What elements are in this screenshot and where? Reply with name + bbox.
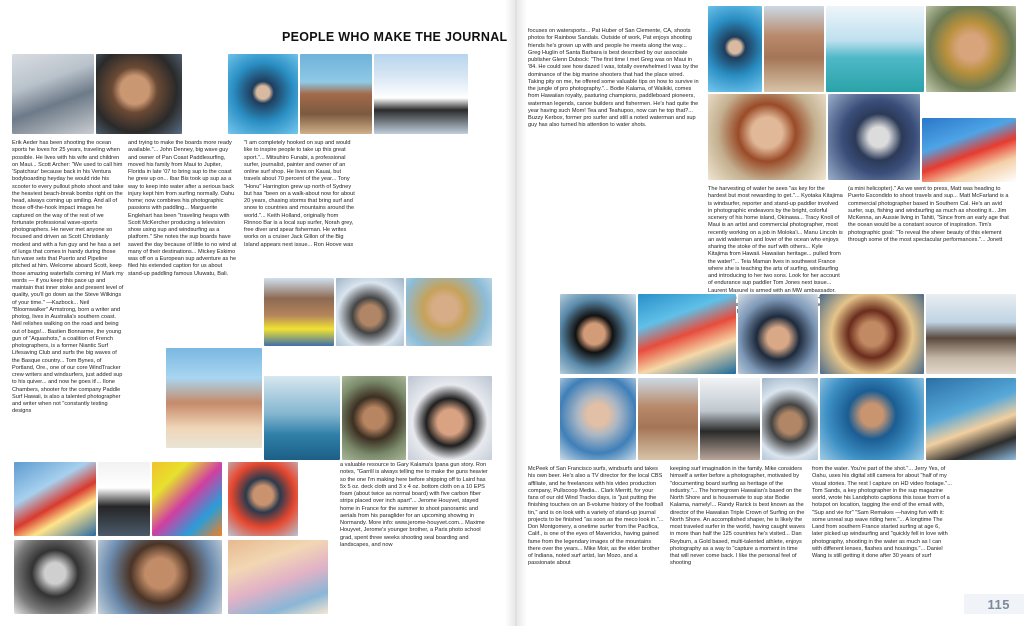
page-number: 115 bbox=[987, 597, 1010, 612]
photo-contributor-beach bbox=[300, 54, 372, 134]
photo-contributor-white-hat bbox=[762, 378, 818, 460]
photo-contributor-boards bbox=[152, 462, 222, 536]
photo-contributor-camera bbox=[828, 94, 920, 180]
text-column-c: McPeek of San Francisco surfs, windsurfs and takes his own beer. He's also a TV director for the local CBS affiliate, and he freelances with his video production company, Pullscoop Media... Clark Merritt, for your fans of our old Wind Tracks days, is "just putting the finishing touches on an 8-volume history of the football tin," and is on look with a variety of stand-up journal projects to be finished "as soon as the meco look in."... Don Montgomery, a onetime surfer from the Pacifica, Calif., is one of the eyes of Mavericks, having gained fame from the legendary images of the mountains there over the years... Mike Moir, as the elder brother of Indiana, noted surf artist, Ian Mozo, and a passionate about bbox=[528, 466, 664, 567]
photo-contributor-hat bbox=[336, 278, 404, 346]
text-column-intro: focuses on watersports... Pat Huber of San Clemente, CA, shoots photos for Rainbow Sandals. Outside of work, Pat enjoys shooting friends he's grown up with and people he meets along the way... Greg Huglin of Santa Barbara is best described by our associate publisher Glenn Dubock: "The first time I met Greg was on Maui in '84. He could see how dazed I was, totally overwhelmed I was by the dominance of the big marine shooters that had the place wired. Taking pity on me, he offered some valuable tips on how to survive in the jungle of pro photography."... Bodie Kalama, of Waikiki, comes from Hawaiian royalty, pasturing champions, paddleboard pioneers, waterman legends, canoe builders and fishermen. He's had quite the year having such Mom! Tea and Teahupoo, now can he top that?... Buzzy Kerbox, former pro surfer and still a noted waterman and sup guy has also turned his attention to water shots. bbox=[528, 28, 699, 129]
photo-contributor-kite bbox=[922, 118, 1016, 182]
text-column-2: and trying to make the boards more ready available."... John Denney, big wave guy and owner of Pan Coast Paddlesurfing, moved his family from Maui to Jupiter, Florida in late '07 to bring sup to the coast he grew up on... Ibar Bis took up sup as a way to keep into water after a serious back injury kept him from surfing normally. Oahu home; now combines his photographic passions with paddling... Marguerite Englehart has been "traveling heaps with Scott McKercher producing a television show using sup and windsurfing as a platform." She notes the sup boards have saved the day because of little to no wind at many of their destinations... Mickey Eskimo was off on a European sup adventure as he filed his extended caption for us about stand-up paddling famous Uluwatu, Bali. bbox=[128, 140, 237, 277]
photo-contributor-cap-tee bbox=[764, 6, 824, 92]
photo-contributor-long-hair bbox=[926, 6, 1016, 92]
photo-contributor-goggles bbox=[408, 376, 492, 460]
photo-contributor-bw bbox=[14, 540, 96, 614]
photo-contributor-shoreline bbox=[926, 294, 1016, 374]
photo-contributor-fish bbox=[700, 378, 760, 460]
photo-contributor-stand-up-paddle bbox=[826, 6, 924, 92]
photo-contributor-paddler bbox=[264, 376, 340, 460]
photo-contributor-family bbox=[228, 540, 328, 614]
photo-contributor-beard bbox=[98, 540, 222, 614]
photo-contributor-bikini bbox=[166, 348, 262, 448]
photo-contributor-hawaiian-shirt bbox=[560, 378, 636, 460]
photo-contributor-jetski bbox=[98, 462, 150, 536]
text-column-1: Erik Aeder has been shooting the ocean sports he loves for 25 years, traveling when possible. He lives with his wife and children on Maui... Scott Archer: "We used to call him 'Spatchsur' because back in his Ventura bodyboarding heyday he would ride his scooter to every pullout photo shoot and take the heaviest beach-break bombs right on the head, always coming up smiling. And all of those off-the-hook impact images he captured on the way of the rest of we fortunate professional wave-sports photographers. He never met anyone so focused and driven as Scott Christianly modest and with a fun guy and he has a set of lungs that comes in handy during those fun wave sets that Puerto and Pipeline pitched at him. Welcome aboard Scott, keep those amazing waterfalls coming in! Mark my words — if you keep this pace up and maintain that inner stoke and present level of quality, you'll go down as the Steve Wilkings of your time." —Kazbock... Neil "Bloomwalker" Armstrong, born a writer and photog, lives in Australia's southern coast. Neil relishes walking on the road and being out of bags!... Bastien Bonnarme, the young gun of "Aquashots," a coalition of French photographers, is a former Niantic Surf Lifesaving Club and surfs the big waves of the Basque country... Tom Bynes, of Portland, Ore., one of our core WindTracker crew writers and windsurfers, just added sup to his quiver... and now he goes it!... Ilone Chambers, shooter for the company Paddle Surf Hawaii, is also a talented photographer and writer when not "constantly testing designs bbox=[12, 140, 124, 415]
photo-contributor-beanie bbox=[738, 294, 818, 374]
photo-contributor-dreads bbox=[342, 376, 406, 460]
page-gutter bbox=[505, 0, 527, 626]
photo-contributor-shirtless-surfer bbox=[708, 6, 762, 92]
photo-contributor-surfer bbox=[264, 278, 334, 346]
photo-contributor-office bbox=[12, 54, 94, 134]
page-heading: PEOPLE WHO MAKE THE JOURNAL bbox=[282, 30, 508, 44]
text-column-b: (a mini helicopter)." As we went to press, Matt was heading to Puerto Escondido to shoot travels and sup... Matt McFarland is a commercial photographer based in Southern Cal. He's an avid surfer, sup, fishing and windsurfing as much as shooting it... Jim McKenna, an Aussie living in Tahiti, "Since from an early age that the ocean would be a constant source of inspiration. Tim's photographic goal: "To reveal the sheer beauty of this element through some of the most spectacular performances."... Jonett bbox=[848, 186, 1009, 243]
photo-contributor-smiling bbox=[96, 54, 182, 134]
photo-contributor-blonde bbox=[406, 278, 492, 346]
photo-contributor-boat bbox=[374, 54, 468, 134]
photo-contributor-red-shirt bbox=[228, 462, 298, 536]
photo-contributor-windsurf bbox=[14, 462, 96, 536]
text-column-3: "I am completely hooked on sup and would like to inspire people to take up this great sport."... Mitsuhiro Funabi, a professional surfer, journalist, painter and owner of an online surf shop. He lives on Kauai, but travels about 70 percent of the year... Tony "Honu" Harrington grew up north of Sydney but has "been on a walk-about now for about 20 years, chasing storms that bring surf and snow to countries and mountains around the world."... Keith Holland, originally from Rinnoo Bar is a local sup surfer, Norah grey, free diver and spear fisherman. He writes works on a cruiser Jack Gillon of the Big Island appears next issue... Ron Hoove was bbox=[244, 140, 355, 248]
text-column-d: keeping surf imagination in the family. Mike considers himself a writer before a photographer, motivated by "documenting board surfing as heritage of the industry."... The homegrown Hawaiian's based on the North Shore and is housemate to sup star Bodie Kalama, namely!... Randy Rarick is best known as the director of the Hawaiian Triple Crown of Surfing on the North Shore. An accomplished shaper, he is likely the most traveled surfer in the world, having caught waves in more than half the 125 countries he's visited... Dan Reyburn, a Gold based, multi-talented athlete, enjoys photography as a way to "capture a moment in time that will never come back. I like the personal feel of shooting bbox=[670, 466, 805, 567]
photo-contributor-surf-wave bbox=[638, 294, 736, 374]
photo-contributor-red-hair bbox=[708, 94, 826, 180]
photo-contributor-diver bbox=[926, 378, 1016, 460]
photo-contributor-pirate-hat bbox=[820, 294, 924, 374]
photo-contributor-shirtless bbox=[638, 378, 698, 460]
photo-contributor-sunglasses bbox=[560, 294, 636, 374]
photo-contributor-scuba bbox=[228, 54, 298, 134]
photo-contributor-in-water bbox=[820, 378, 924, 460]
text-column-4: a valuable resource to Gary Kalama's Ipana gun story. Ron notes, "Garrill is always telling me to make the guns heavier so the one I'm making here before shipping off to Laird has 5x 5 oz. deck cloth and 3 x 4 oz. bottom cloth on a 10 EPS foam (about twice as normal board) with five carbon fiber strips placed over inch apart"... Jerome Houyvet, stayed home in France for the summer to shoot panoramic and aerials from his paraglider for an upcoming showing in Normandy. More info: www.jerome-houyvet.com... Maxime Houyvet, Jerome's younger brother, a Paris photo school grad, spent three weeks shooting seal boarding and landscapes, and now bbox=[340, 462, 488, 548]
text-column-a: The harvesting of water he sees "as key for the hardest but most rewarding to get."... Kyotaka Kitajima is windsurfer, reporter and stand-up paddler involved in photographic endeavors by the bright, colorful scenery of his home island, Okinawa... Tracy Knoll of Maui is an artist and commercial photographer, most recently working on a job in Moloka'i... Manu Lincoln is an avid waterman and lover of the ocean who enjoys sharing the stoke of the surf with others... Kyle Kitajima from Hawaii. Hawaiian heritage... pulled from the water!"... Teia Maman lives in southwest France where she is teaching the arts of surfing, windsurfing and introducing to her two sons. Look for her account of endurance sup paddler Tom Jones next issue... Laurent Masurel is armed with an MW ambassador. the bbox=[708, 186, 843, 308]
text-column-e: from the water. You're part of the shot."... Jerry Yes, of Oahu, uses his digital still camera for about "half of my visual stories. The rest I capture on HD video footage."... Tom Sands, a key photographer in the sup magazine world, wrote his Landphoto captions this issue from of a hotspot on location, tagging the end of the email with, "Sup and vie for" "Sam Remakes —having fun with it: some unreal sup wave riding here."... A longtime The Land from southern France started surfing at age 6, later picked up windsurfing and "quickly fell in love with photography, shooting in the water as much as I can with different lenses, flashes and housings."... Daniel Wang is still getting it done after 30 years of surf bbox=[812, 466, 952, 559]
